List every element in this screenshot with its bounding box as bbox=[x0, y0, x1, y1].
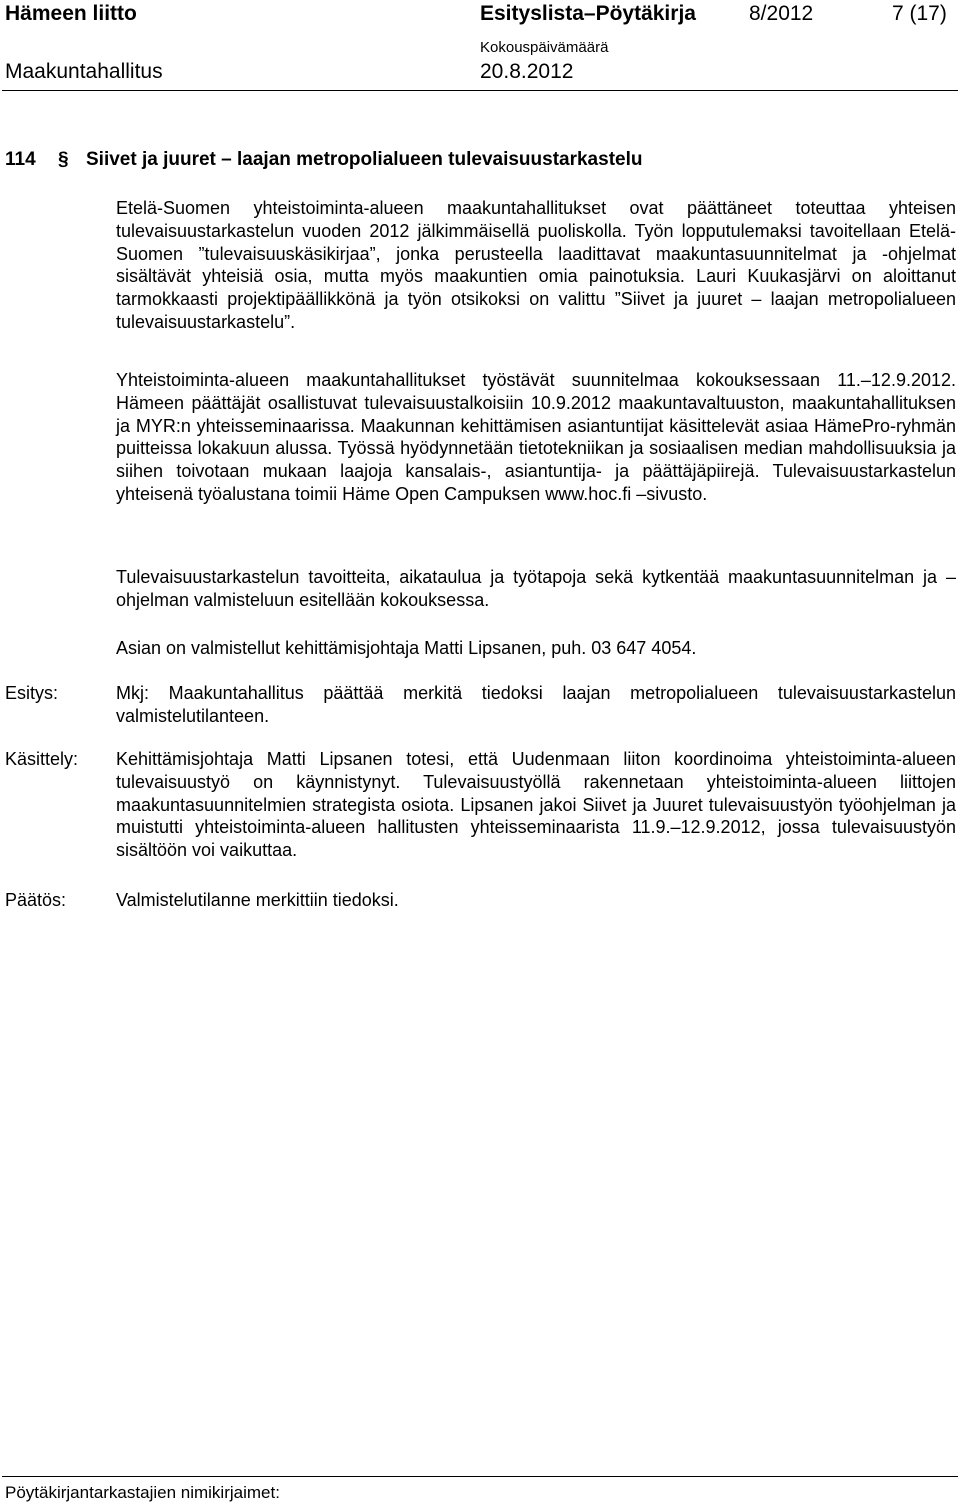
paragraph-prepared-by: Asian on valmistellut kehittämisjohtaja Matti Lipsanen, puh. 03 647 4054. bbox=[116, 638, 697, 658]
organization-name: Hämeen liitto bbox=[5, 2, 137, 25]
document-number: 8/2012 bbox=[749, 2, 814, 25]
section-number: 114 bbox=[5, 149, 36, 170]
section-title: Siivet ja juuret – laajan metropolialueen tulevaisuustarkastelu bbox=[86, 149, 643, 170]
esitys-text: Mkj: Maakuntahallitus päättää merkitä tiedoksi laajan metropolialueen tulevaisuustarkastelun valmistelutilanteen. bbox=[116, 683, 956, 726]
paatos-text: Valmistelutilanne merkittiin tiedoksi. bbox=[116, 890, 399, 910]
meeting-date-label: Kokouspäivämäärä bbox=[480, 39, 609, 56]
paragraph-schedule: Yhteistoiminta-alueen maakuntahallitukset työstävät suunnitelmaa kokouksessaan 11.–12.9.2012. Hämeen päättäjät osallistuvat tulevaisuustalkoisiin 10.9.2012 maakuntavaltuuston, maakuntahallituksen ja MYR:n yhteisseminaarissa. Maakunnan kehittämisen asiantuntijat käsittelevät asiaa HämePro-ryhmän puitteissa lokakuun alussa. Työssä hyödynnetään tietotekniikan ja sosiaalisen median mahdollisuuksia ja siihen toivotaan mukaan laajoja kansalais-, asiantuntija- ja päättäjäpiirejä. Tulevaisuustarkastelun yhteisenä työalustana toimii Häme Open Campuksen www.hoc.fi –sivusto. bbox=[116, 370, 956, 504]
meeting-date: 20.8.2012 bbox=[480, 60, 574, 83]
paragraph-background: Etelä-Suomen yhteistoiminta-alueen maakuntahallitukset ovat päättäneet toteuttaa yhteisen tulevaisuustarkastelun vuoden 2012 jälkimmäisellä puoliskolla. Työn lopputulemaksi tavoitellaan Etelä-Suomen ”tulevaisuuskäsikirjaa”, jonka perusteella laadittavat maakuntasuunnitelmat ja -ohjelmat sisältävät yhteisiä osia, mutta myös maakuntien omia painotuksia. Lauri Kuukasjärvi on aloittanut tarmokkaasti projektipäällikkönä ja työn otsikoksi on valittu ”Siivet ja juuret – laajan metropolialueen tulevaisuustarkastelu”. bbox=[116, 198, 956, 332]
kasittely-text: Kehittämisjohtaja Matti Lipsanen totesi, että Uudenmaan liiton koordinoima yhteistoiminta-alueen tulevaisuustyö on käynnistynyt. Tulevaisuustyöllä rakennetaan yhteistoiminta-alueen liittojen maakuntasuunnitelmien strategista osiota. Lipsanen jakoi Siivet ja Juuret tulevaisuustyön työohjelman ja muistutti yhteistoiminta-alueen hallitusten yhteisseminaarista 11.9.–12.9.2012, jossa tulevaisuustyön sisältöön voi vaikuttaa. bbox=[116, 749, 956, 861]
meeting-body: Maakuntahallitus bbox=[5, 60, 163, 83]
header-divider bbox=[2, 90, 958, 91]
section-symbol: § bbox=[58, 149, 69, 170]
document-type: Esityslista–Pöytäkirja bbox=[480, 2, 696, 25]
signatures-label: Pöytäkirjantarkastajien nimikirjaimet: bbox=[5, 1483, 280, 1502]
paragraph-presentation: Tulevaisuustarkastelun tavoitteita, aikataulua ja työtapoja sekä kytkentää maakuntasuunnitelman ja –ohjelman valmisteluun esitellään kokouksessa. bbox=[116, 567, 956, 610]
footer-divider bbox=[2, 1476, 958, 1477]
kasittely-label: Käsittely: bbox=[5, 749, 79, 769]
page-number: 7 (17) bbox=[892, 2, 947, 25]
paatos-label: Päätös: bbox=[5, 890, 67, 910]
esitys-label: Esitys: bbox=[5, 683, 59, 703]
